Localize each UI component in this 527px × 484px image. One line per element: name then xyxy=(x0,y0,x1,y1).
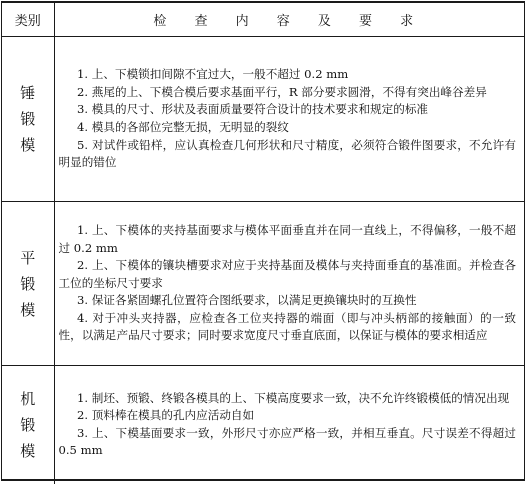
category-label-press-forging-die xyxy=(20,386,35,464)
category-char: 模 xyxy=(20,300,36,319)
requirement-item: 4. 对于冲头夹持器，应检查各工位夹持器的端面（即与冲头柄部的接触面）的一致性，以满足产品尺寸要求；同时要求宽度尺寸垂直底面，以保证与模体的要求相适应 xyxy=(58,310,516,343)
requirement-item: 5. 对试件或铅样，应认真检查几何形状和尺寸精度，必须符合锻件图要求，不允许有明显的错位 xyxy=(58,137,516,170)
category-char: 锻 xyxy=(20,415,36,434)
category-label-hammer-die xyxy=(20,80,35,158)
requirement-item: 3. 保证各紧固螺孔位置符合图纸要求，以满足更换镶块时的互换性 xyxy=(77,293,417,308)
requirement-item: 1. 制坯、预锻、终锻各模具的上、下模高度要求一致，决不允许终锻模低的情况出现 xyxy=(77,390,510,405)
content-cell xyxy=(54,37,524,202)
requirement-item: 1. 上、下模体的夹持基面要求与模体平面垂直并在同一直线上，不得偏移，一般不超过 0.2 mm xyxy=(58,222,516,255)
table-row-press-forging-die xyxy=(2,366,524,484)
header-category: 类别 xyxy=(2,3,54,37)
requirement-item: 1. 上、下模锁扣间隙不宜过大，一般不超过 0.2 mm xyxy=(77,67,349,82)
table-header-row xyxy=(2,3,524,37)
requirement-item: 3. 模具的尺寸、形状及表面质量要符合设计的技术要求和规定的标准 xyxy=(77,102,429,117)
table-row-upset-forging-die xyxy=(2,202,524,366)
category-char: 机 xyxy=(20,389,36,408)
category-label-upset-forging-die xyxy=(20,245,35,323)
inspection-table-frame xyxy=(1,1,525,481)
category-char: 模 xyxy=(20,441,36,460)
requirement-item: 2. 上、下模体的镶块槽要求对应于夹持基面及模体与夹持面垂直的基准面。并检查各工位的坐标尺寸要求 xyxy=(58,258,516,290)
header-content: 检 查 内 容 及 要 求 xyxy=(54,3,524,37)
category-char: 平 xyxy=(20,248,36,267)
category-char: 锤 xyxy=(20,84,36,102)
requirement-item: 2. 顶料棒在模具的孔内应活动自如 xyxy=(77,408,255,423)
content-cell xyxy=(54,202,524,366)
content-cell xyxy=(54,366,524,484)
table-row-hammer-die xyxy=(2,37,524,202)
requirement-item: 3. 上、下模基面要求一致，外形尺寸亦应严格一致，并相互垂直。尺寸误差不得超过 0.5 mm xyxy=(58,425,516,458)
category-cell xyxy=(2,202,54,366)
requirement-item: 2. 燕尾的上、下模合模后要求基面平行，R 部分要求圆滑，不得有突出峰谷差异 xyxy=(77,84,487,99)
inspection-table xyxy=(2,3,524,484)
category-char: 模 xyxy=(20,136,36,154)
category-char: 锻 xyxy=(20,274,36,293)
category-cell xyxy=(2,37,54,202)
category-cell xyxy=(2,366,54,484)
category-char: 锻 xyxy=(20,110,36,128)
requirement-item: 4. 模具的各部位完整无损，无明显的裂纹 xyxy=(77,120,289,134)
